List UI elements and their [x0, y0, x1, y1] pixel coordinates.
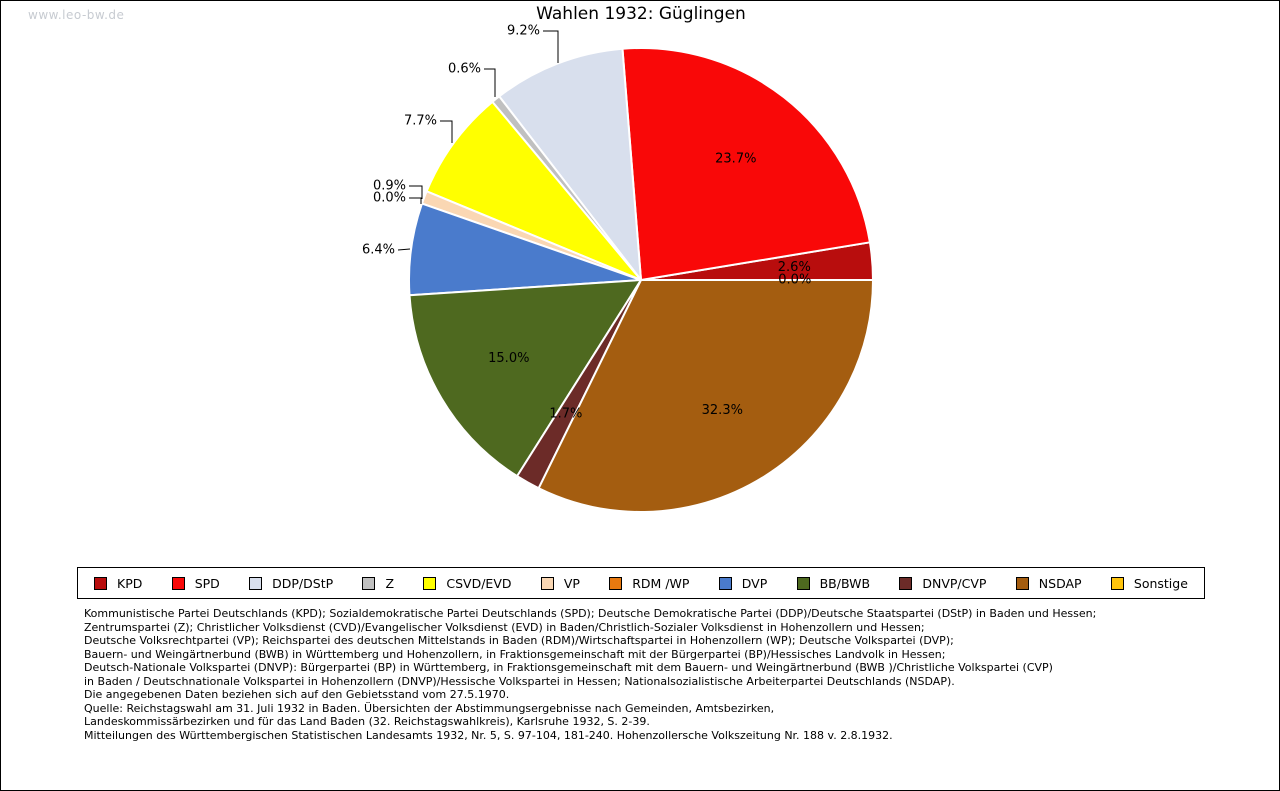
slice-label-rdm-wp: 0.0%	[372, 190, 406, 206]
legend-label: BB/BWB	[819, 575, 871, 591]
chart-title: Wahlen 1932: Güglingen	[536, 4, 746, 24]
legend-color-swatch	[1111, 577, 1124, 590]
legend-color-swatch	[94, 577, 107, 590]
note-line: Landeskommissärbezirken und für das Land Baden (32. Reichstagswahlkreis), Karlsruhe 1932, S. 2-39.	[84, 715, 650, 728]
note-line: Quelle: Reichstagswahl am 31. Juli 1932 in Baden. Übersichten der Abstimmungsergebnisse nach Gemeinden, Amtsbezirken,	[84, 701, 775, 715]
legend-item-rdm-wp	[609, 576, 689, 591]
legend-label: DDP/DStP	[272, 575, 334, 591]
watermark: www.leo-bw.de	[28, 8, 125, 22]
note-line: Kommunistische Partei Deutschlands (KPD); Sozialdemokratische Partei Deutschlands (SPD); Deutsche Demokratische Partei (DDP)/Deutsche Staatspartei (DStP) in Baden und Hessen;	[84, 607, 1097, 620]
legend-label: SPD	[194, 575, 220, 591]
note-line: Deutsch-Nationale Volkspartei (DNVP): Bürgerpartei (BP) in Württemberg, in Fraktionsgemeinschaft mit dem Bauern- und Weingärtnerbund (BWB )/Christliche Volkspartei (CVP)	[84, 661, 1053, 674]
legend-color-swatch	[609, 577, 622, 590]
legend-item-ddp-dstp	[249, 576, 333, 591]
legend-color-swatch	[249, 577, 262, 590]
party-definitions-note	[84, 607, 1214, 688]
slice-label-kpd: 2.6%	[777, 260, 811, 275]
legend-item-z	[362, 576, 394, 591]
legend-label: Z	[385, 575, 395, 591]
slice-label-vp: 0.9%	[372, 178, 406, 194]
source-note	[84, 702, 1214, 743]
legend-color-swatch	[362, 577, 375, 590]
legend-color-swatch	[423, 577, 436, 590]
legend-label: DVP	[741, 575, 768, 591]
footnotes	[84, 607, 1214, 742]
label-leader-line	[398, 249, 410, 250]
note-line: Deutsche Volksrechtpartei (VP); Reichspartei des deutschen Mittelstands in Baden (RDM)/Wirtschaftspartei in Hohenzollern (WP); Deutsche Volkspartei (DVP);	[84, 634, 954, 647]
legend-label: VP	[563, 575, 580, 591]
label-leader-line	[440, 121, 452, 143]
legend-label: Sonstige	[1133, 575, 1188, 591]
label-leader-line	[409, 186, 422, 199]
pie-chart-svg	[1, 1, 1280, 561]
legend-item-kpd	[94, 576, 142, 591]
legend-label: NSDAP	[1038, 575, 1082, 591]
legend-item-spd	[172, 576, 220, 591]
territorial-note: Die angegebenen Daten beziehen sich auf den Gebietsstand vom 27.5.1970.	[84, 688, 510, 701]
legend-color-swatch	[1016, 577, 1029, 590]
legend-color-swatch	[797, 577, 810, 590]
legend-label: KPD	[117, 575, 143, 591]
note-line: Bauern- und Weingärtnerbund (BWB) in Württemberg und Hohenzollern, in Fraktionsgemeinschaft mit der Bürgerpartei (BP)/Hessisches Landvolk in Hessen;	[84, 647, 946, 661]
legend-item-vp	[541, 576, 580, 591]
note-line: Zentrumspartei (Z); Christlicher Volksdienst (CVD)/Evangelischer Volksdienst (EVD) in Baden/Christlich-Sozialer Volksdienst in Hohenzollern und Hessen;	[84, 620, 925, 634]
slice-label-sonstige: 0.0%	[778, 272, 812, 288]
legend-label: RDM /WP	[632, 575, 690, 591]
legend-item-bb-bwb	[797, 576, 870, 591]
slice-label-dnvp-cvp: 1.7%	[549, 406, 583, 422]
legend-item-csvd-evd	[423, 576, 511, 591]
slice-label-bb-bwb: 15.0%	[488, 351, 530, 367]
legend-color-swatch	[719, 577, 732, 590]
legend-item-nsdap	[1016, 576, 1082, 591]
legend-item-sonstige	[1111, 576, 1188, 591]
legend-item-dnvp-cvp	[899, 576, 986, 591]
legend	[77, 567, 1205, 599]
slice-label-z: 0.6%	[447, 61, 481, 77]
slice-label-spd: 23.7%	[715, 151, 757, 167]
slice-label-csvd-evd: 7.7%	[403, 113, 437, 129]
legend-label: DNVP/CVP	[922, 575, 987, 591]
legend-color-swatch	[541, 577, 554, 590]
legend-item-dvp	[719, 576, 768, 591]
slice-label-ddp-dstp: 9.2%	[506, 23, 540, 39]
label-leader-line	[484, 69, 495, 97]
legend-color-swatch	[899, 577, 912, 590]
label-leader-line	[409, 198, 421, 204]
slice-label-nsdap: 32.3%	[701, 403, 743, 419]
legend-label: CSVD/EVD	[446, 575, 512, 591]
slice-label-dvp: 6.4%	[361, 242, 395, 258]
note-line: Mitteilungen des Württembergischen Statistischen Landesamts 1932, Nr. 5, S. 97-104, 181-240. Hohenzollersche Volkszeitung Nr. 188 v. 2.8.1932.	[84, 728, 893, 742]
note-line: in Baden / Deutschnationale Volkspartei in Hohenzollern (DNVP)/Hessische Volkspartei in Hessen; Nationalsozialistische Arbeiterpartei Deutschlands (NSDAP).	[84, 674, 955, 688]
legend-color-swatch	[172, 577, 185, 590]
label-leader-line	[543, 31, 558, 63]
